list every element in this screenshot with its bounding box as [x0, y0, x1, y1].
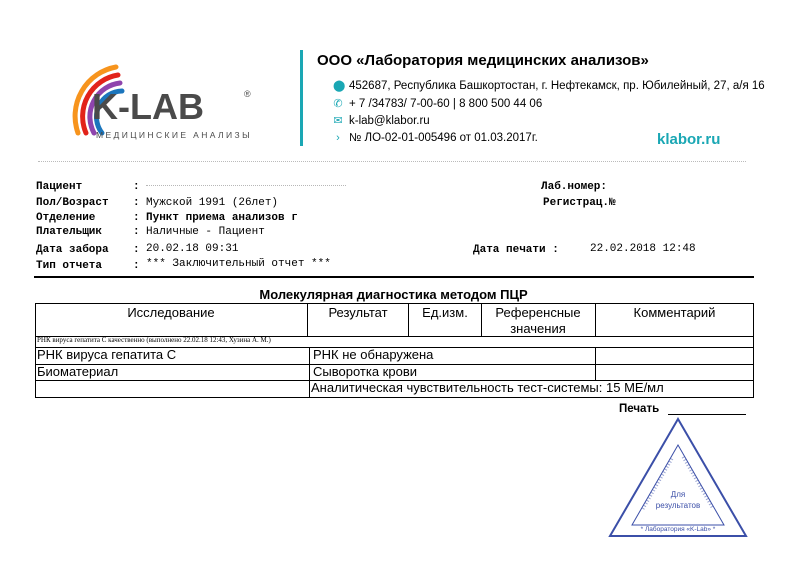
report-type-label: Тип отчета — [36, 260, 103, 272]
payer-value: Наличные - Пациент — [146, 226, 265, 238]
license-text: № ЛО-02-01-005496 от 01.03.2017г. — [349, 132, 538, 144]
lab-stamp — [607, 417, 749, 539]
collection-date-colon: : — [133, 244, 140, 256]
col-header-reference-line1: Референсные — [495, 305, 581, 320]
collection-date-label: Дата забора — [36, 244, 109, 256]
print-date-label: Дата печати : — [473, 244, 559, 256]
section-rule — [34, 276, 754, 278]
registered-mark: ® — [244, 89, 251, 99]
header-separator — [38, 161, 746, 162]
department-value: Пункт приема анализов г — [146, 212, 298, 224]
signature-label: Печать — [619, 403, 660, 415]
address-row — [333, 79, 765, 92]
website-link[interactable]: klabor.ru — [657, 131, 721, 148]
report-type-colon: : — [133, 260, 140, 272]
mail-icon: ✉ — [333, 115, 343, 127]
phone-text: + 7 /34783/ 7-00-60 | 8 800 500 44 06 — [349, 97, 543, 110]
stamp-center-line1: Для — [670, 490, 686, 499]
sex-age-value: Мужской 1991 (26лет) — [146, 197, 279, 209]
col-header-test: Исследование — [127, 305, 215, 320]
row-biomaterial-name: Биоматериал — [37, 364, 119, 379]
payer-colon: : — [133, 226, 140, 238]
patient-label: Пациент — [36, 181, 83, 193]
license-row — [333, 132, 538, 144]
collection-date-value: 20.02.18 09:31 — [146, 243, 239, 255]
k-lab-logo — [58, 55, 273, 155]
department-colon: : — [133, 212, 140, 224]
logo-subtitle: МЕДИЦИНСКИЕ АНАЛИЗЫ — [96, 130, 252, 140]
row-biomaterial-value: Сыворотка крови — [313, 364, 417, 379]
patient-colon: : — [133, 181, 140, 193]
stamp-center-line2: результатов — [655, 501, 701, 510]
col-header-reference — [481, 305, 595, 337]
col-header-reference-line2: значения — [510, 321, 566, 336]
header-divider — [300, 50, 303, 146]
email-row — [333, 114, 430, 127]
department-label: Отделение — [36, 212, 96, 224]
registration-label: Регистрац.№ — [543, 197, 616, 209]
row-test-result: РНК не обнаружена — [313, 347, 434, 362]
patient-name-redacted — [146, 185, 346, 190]
row-test-name: РНК вируса гепатита С — [37, 347, 177, 362]
sex-age-colon: : — [133, 197, 140, 209]
print-date-value: 22.02.2018 12:48 — [590, 243, 696, 255]
col-header-unit: Ед.изм. — [422, 305, 468, 320]
stamp-bottom-text: * Лаборатория «K-Lab» * — [640, 526, 716, 533]
col-header-comment: Комментарий — [633, 305, 716, 320]
sex-age-label: Пол/Возраст — [36, 197, 109, 209]
chevron-right-icon: › — [336, 132, 340, 144]
sensitivity-note: Аналитическая чувствительность тест-системы: 15 МЕ/мл — [311, 380, 664, 395]
logo-text: K-LAB — [92, 86, 204, 127]
phone-icon: ✆ — [333, 98, 343, 110]
lab-number-label: Лаб.номер: — [541, 181, 608, 193]
email-text: k-lab@klabor.ru — [349, 114, 430, 127]
signature-line — [668, 414, 746, 415]
address-text: 452687, Республика Башкортостан, г. Нефтекамск, пр. Юбилейный, 27, а/я 16 — [349, 79, 765, 92]
payer-label: Плательщик — [36, 226, 103, 238]
location-pin-icon: ⬤ — [333, 80, 346, 92]
report-type-value: *** Заключительный отчет *** — [146, 258, 331, 270]
company-name: ООО «Лаборатория медицинских анализов» — [317, 52, 649, 69]
phone-row — [333, 97, 542, 110]
performed-note: РНК вируса гепатита С качественно (выполнено 22.02.18 12:43, Хузина А. М.) — [37, 336, 271, 344]
results-title: Молекулярная диагностика методом ПЦР — [259, 287, 528, 302]
col-header-result: Результат — [328, 305, 388, 320]
